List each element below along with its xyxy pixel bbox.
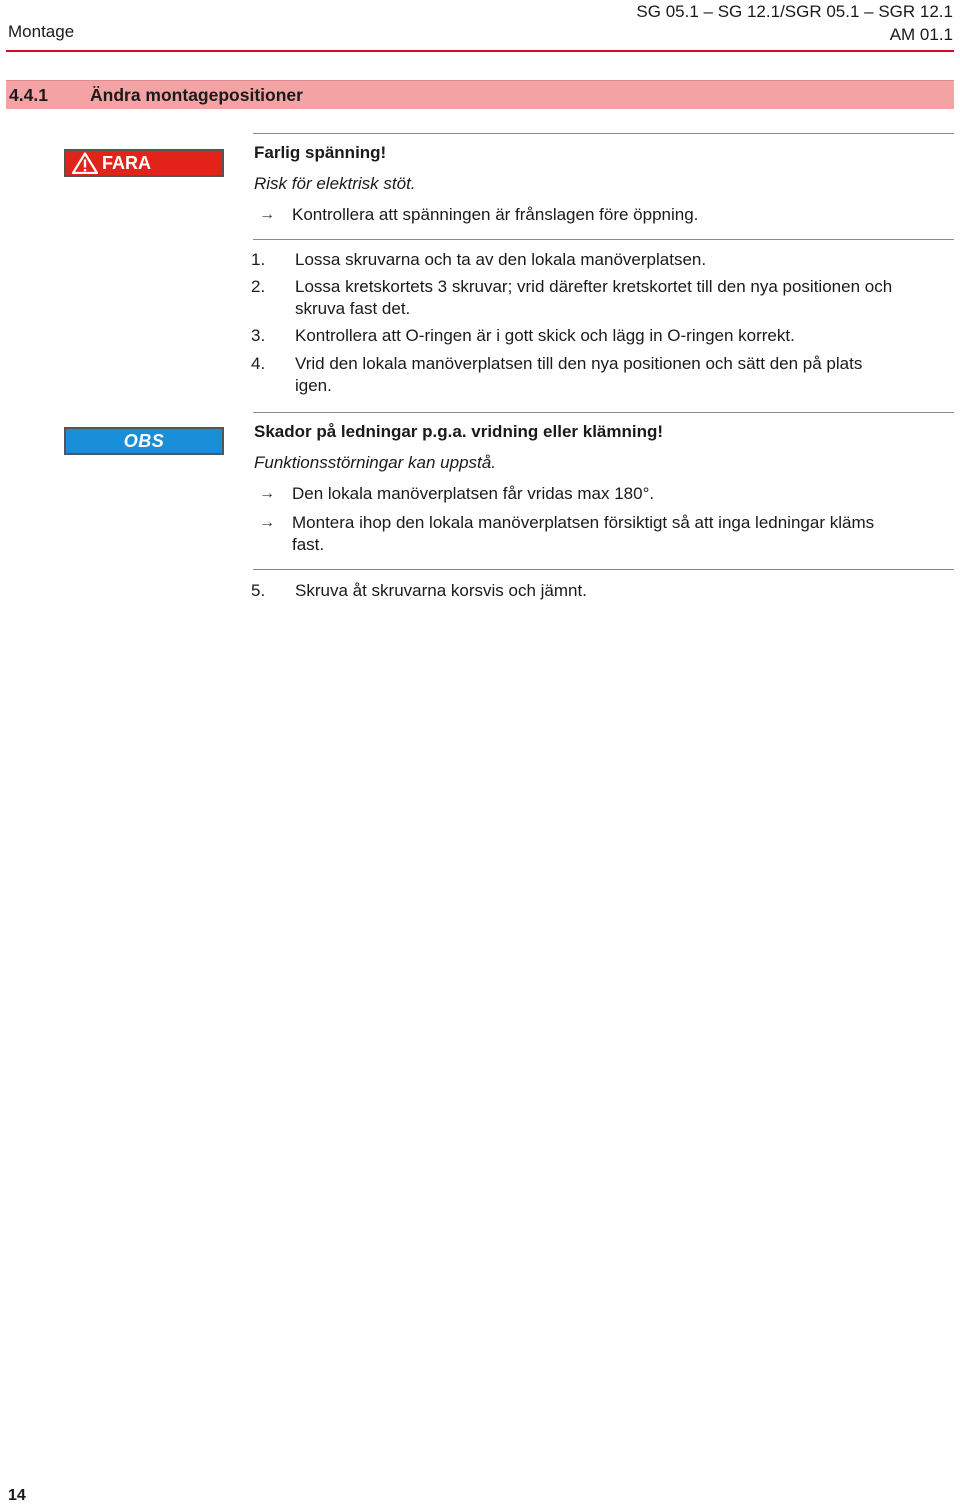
danger-signal-label <box>64 149 224 177</box>
step-text <box>295 353 955 397</box>
step-number: 4. <box>251 354 266 373</box>
divider-rule <box>253 412 954 413</box>
step-text-line: skruva fast det. <box>295 299 411 318</box>
danger-signal-word: FARA <box>102 153 151 173</box>
notice-action-line: Montera ihop den lokala manöverplatsen försiktigt så att inga ledningar kläms <box>292 513 875 532</box>
step-text-line: igen. <box>295 376 332 395</box>
step-text-line: Kontrollera att O-ringen är i gott skick och lägg in O-ringen korrekt. <box>295 326 795 345</box>
header-divider <box>6 50 954 52</box>
danger-action-text: Kontrollera att spänningen är frånslagen före öppning. <box>292 205 699 224</box>
step-text-line: Lossa skruvarna och ta av den lokala manöverplatsen. <box>295 250 707 269</box>
step-text <box>295 249 955 271</box>
notice-heading: Skador på ledningar p.g.a. vridning eller klämning! <box>254 422 664 441</box>
step-number: 3. <box>251 326 266 345</box>
step-text-line: Vrid den lokala manöverplatsen till den nya positionen och sätt den på plats <box>295 354 863 373</box>
section-heading <box>6 80 954 109</box>
warning-triangle-icon <box>72 152 98 174</box>
danger-heading: Farlig spänning! <box>254 143 387 162</box>
section-number: 4.4.1 <box>9 85 48 105</box>
header-product-line-1: SG 05.1 – SG 12.1/SGR 05.1 – SGR 12.1 <box>636 2 953 21</box>
step-number: 2. <box>251 277 266 296</box>
header-section-name: Montage <box>8 22 75 41</box>
notice-action-text: Den lokala manöverplatsen får vridas max 180°. <box>292 484 655 503</box>
step-number: 5. <box>251 581 266 600</box>
header-product-line-2: AM 01.1 <box>889 25 953 44</box>
section-title: Ändra montagepositioner <box>90 85 303 105</box>
step-text <box>295 580 955 602</box>
arrow-right-icon: → <box>259 514 275 531</box>
notice-signal-label <box>64 427 224 455</box>
step-number: 1. <box>251 250 266 269</box>
notice-action-text <box>292 512 952 556</box>
divider-rule <box>253 239 954 240</box>
step-text <box>295 325 955 347</box>
step-text-line: Skruva åt skruvarna korsvis och jämnt. <box>295 581 587 600</box>
danger-consequence: Risk för elektrisk stöt. <box>254 174 416 193</box>
notice-action-line: fast. <box>292 535 325 554</box>
notice-consequence: Funktionsstörningar kan uppstå. <box>254 453 496 472</box>
header-product-info <box>636 0 953 46</box>
step-text <box>295 276 955 320</box>
arrow-right-icon: → <box>259 206 275 223</box>
notice-signal-word: OBS <box>123 431 165 451</box>
page-number: 14 <box>8 1487 26 1504</box>
step-text-line: Lossa kretskortets 3 skruvar; vrid därefter kretskortet till den nya positionen och <box>295 277 893 296</box>
arrow-right-icon: → <box>259 485 275 502</box>
divider-rule <box>253 133 954 134</box>
divider-rule <box>253 569 954 570</box>
